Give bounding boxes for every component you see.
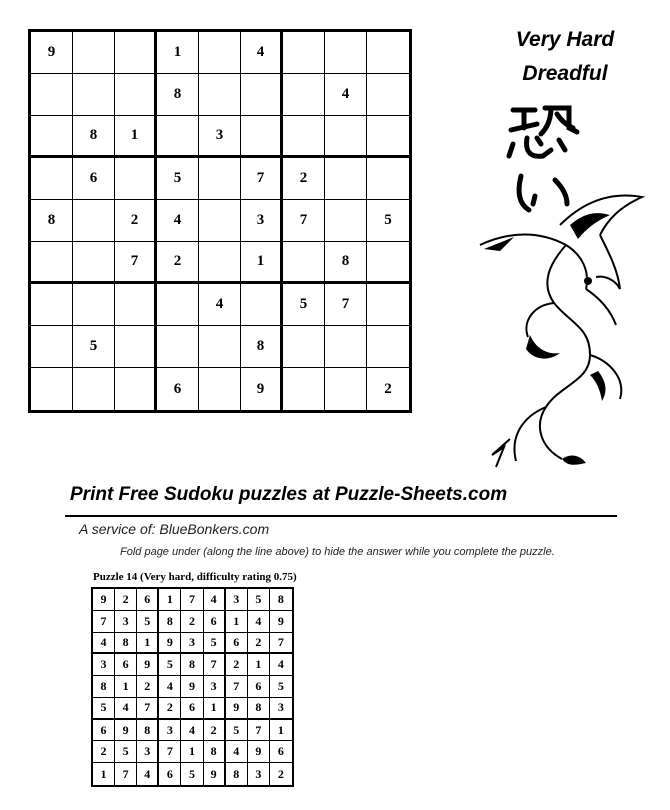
puzzle-cell: 6 [157,368,199,410]
answer-cell: 8 [159,611,181,633]
fold-line-divider [65,515,617,517]
answer-cell: 2 [204,720,226,742]
answer-cell: 1 [93,763,115,785]
puzzle-cell [325,200,367,242]
puzzle-cell: 5 [73,326,115,368]
answer-cell: 2 [277,766,284,781]
puzzle-cell [199,74,241,116]
answer-cell: 1 [226,611,248,633]
puzzle-cell [325,158,367,200]
answer-cell: 4 [204,589,226,611]
answer-cell: 5 [204,633,226,655]
puzzle-cell [367,74,409,116]
answer-cell: 3 [115,611,137,633]
puzzle-cell [241,284,283,326]
puzzle-cell [325,32,367,74]
answer-cell: 6 [204,611,226,633]
answer-cell: 1 [181,741,203,763]
puzzle-cell: 2 [384,380,392,397]
answer-cell: 4 [270,654,292,676]
puzzle-cell [73,32,115,74]
puzzle-cell: 8 [241,326,283,368]
puzzle-cell [31,242,73,284]
answer-cell: 2 [159,698,181,720]
answer-cell: 3 [181,633,203,655]
puzzle-cell: 7 [283,200,325,242]
puzzle-cell [73,74,115,116]
answer-cell: 6 [248,676,270,698]
puzzle-cell: 8 [73,116,115,158]
puzzle-cell [73,200,115,242]
answer-cell: 7 [137,698,159,720]
puzzle-cell [367,242,409,284]
answer-cell: 8 [248,698,270,720]
answer-cell: 9 [181,676,203,698]
answer-cell: 6 [159,763,181,785]
puzzle-cell: 4 [199,284,241,326]
puzzle-cell [31,74,73,116]
answer-cell: 9 [115,720,137,742]
puzzle-cell [199,242,241,284]
answer-cell: 2 [248,633,270,655]
puzzle-cell: 3 [241,200,283,242]
puzzle-cell: 4 [241,32,283,74]
puzzle-cell [367,284,409,326]
puzzle-cell [157,284,199,326]
difficulty-sublabel: Dreadful [522,62,608,85]
answer-cell: 4 [137,763,159,785]
answer-cell: 9 [137,654,159,676]
answer-cell: 9 [204,763,226,785]
answer-cell: 7 [204,654,226,676]
answer-cell: 2 [226,654,248,676]
answer-cell: 1 [159,589,181,611]
answer-cell: 8 [181,654,203,676]
puzzle-cell: 1 [115,116,157,158]
answer-cell: 7 [226,676,248,698]
puzzle-cell [115,368,157,410]
service-credit: A service of: BlueBonkers.com [79,521,270,537]
puzzle-cell [73,284,115,326]
answer-cell: 8 [137,720,159,742]
puzzle-cell: 4 [325,74,367,116]
answer-cell: 5 [270,676,292,698]
answer-cell: 3 [270,698,292,720]
puzzle-cell [283,74,325,116]
answer-cell: 5 [93,698,115,720]
puzzle-cell [31,326,73,368]
puzzle-cell: 7 [325,284,367,326]
puzzle-cell: 5 [157,158,199,200]
answer-grid [91,587,294,787]
answer-cell: 5 [248,589,270,611]
answer-cell: 4 [226,741,248,763]
puzzle-cell [115,326,157,368]
puzzle-cell: 5 [283,284,325,326]
puzzle-cell: 2 [283,158,325,200]
puzzle-cell [157,326,199,368]
answer-cell: 8 [270,589,292,611]
puzzle-cell [367,158,409,200]
answer-title: Puzzle 14 (Very hard, difficulty rating 0.75) [93,571,297,583]
puzzle-cell [199,368,241,410]
answer-cell: 5 [181,763,203,785]
puzzle-cell: 1 [157,32,199,74]
puzzle-cell [115,284,157,326]
puzzle-cell [283,32,325,74]
answer-cell: 5 [115,741,137,763]
puzzle-cell [283,326,325,368]
puzzle-cell [325,116,367,158]
answer-cell: 3 [159,720,181,742]
puzzle-cell [325,326,367,368]
answer-cell: 1 [204,698,226,720]
answer-cell: 3 [226,589,248,611]
answer-cell: 1 [137,633,159,655]
puzzle-cell [325,368,367,410]
puzzle-cell [115,32,157,74]
puzzle-cell: 8 [325,242,367,284]
sudoku-puzzle-grid [28,29,412,413]
puzzle-cell: 8 [157,74,199,116]
answer-cell: 9 [226,698,248,720]
puzzle-cell [367,326,409,368]
puzzle-cell [199,158,241,200]
puzzle-cell: 9 [31,32,73,74]
answer-cell: 3 [93,654,115,676]
answer-cell: 3 [137,741,159,763]
answer-cell: 7 [181,589,203,611]
puzzle-cell [283,242,325,284]
answer-cell: 8 [93,676,115,698]
puzzle-cell [283,116,325,158]
puzzle-cell [73,242,115,284]
puzzle-cell [199,326,241,368]
answer-cell: 6 [137,589,159,611]
puzzle-cell: 3 [199,116,241,158]
puzzle-cell [115,158,157,200]
puzzle-cell: 7 [241,158,283,200]
puzzle-cell [241,74,283,116]
answer-cell: 3 [248,763,270,785]
answer-cell: 6 [93,720,115,742]
answer-cell: 7 [270,633,292,655]
answer-cell: 6 [226,633,248,655]
puzzle-cell [73,368,115,410]
answer-cell: 8 [115,633,137,655]
puzzle-cell [31,284,73,326]
answer-cell: 7 [115,763,137,785]
puzzle-cell: 5 [367,200,409,242]
answer-cell: 6 [181,698,203,720]
answer-cell: 1 [115,676,137,698]
puzzle-cell: 7 [115,242,157,284]
puzzle-cell: 2 [157,242,199,284]
answer-cell: 4 [248,611,270,633]
answer-cell: 1 [270,720,292,742]
puzzle-cell [31,368,73,410]
site-banner: Print Free Sudoku puzzles at Puzzle-Sheets.com [70,484,508,505]
puzzle-cell [367,32,409,74]
dragon-illustration-icon [470,185,650,475]
puzzle-cell [367,116,409,158]
puzzle-cell: 8 [31,200,73,242]
puzzle-cell [199,32,241,74]
answer-cell: 5 [159,654,181,676]
answer-cell: 6 [270,741,292,763]
answer-cell: 6 [115,654,137,676]
answer-cell: 4 [159,676,181,698]
puzzle-cell: 6 [73,158,115,200]
answer-cell: 4 [115,698,137,720]
answer-cell: 4 [93,633,115,655]
difficulty-label: Very Hard [515,28,615,51]
answer-cell: 2 [181,611,203,633]
answer-cell: 5 [137,611,159,633]
puzzle-cell [31,116,73,158]
answer-cell: 9 [159,633,181,655]
answer-cell: 8 [226,763,248,785]
answer-cell: 7 [248,720,270,742]
puzzle-cell [199,200,241,242]
answer-cell: 9 [248,741,270,763]
puzzle-cell [283,368,325,410]
answer-cell: 2 [93,741,115,763]
puzzle-cell: 4 [157,200,199,242]
puzzle-cell [157,116,199,158]
answer-cell: 1 [248,654,270,676]
puzzle-cell [31,158,73,200]
answer-cell: 3 [204,676,226,698]
fold-instructions: Fold page under (along the line above) to hide the answer while you complete the puzzle. [120,546,555,558]
puzzle-cell: 9 [241,368,283,410]
answer-cell: 2 [115,589,137,611]
answer-cell: 8 [204,741,226,763]
puzzle-cell [115,74,157,116]
answer-cell: 7 [159,741,181,763]
puzzle-cell: 2 [115,200,157,242]
puzzle-cell: 1 [241,242,283,284]
answer-cell: 9 [270,611,292,633]
answer-cell: 2 [137,676,159,698]
answer-cell: 9 [93,589,115,611]
puzzle-cell [241,116,283,158]
answer-cell: 7 [93,611,115,633]
answer-cell: 5 [226,720,248,742]
answer-cell: 4 [181,720,203,742]
